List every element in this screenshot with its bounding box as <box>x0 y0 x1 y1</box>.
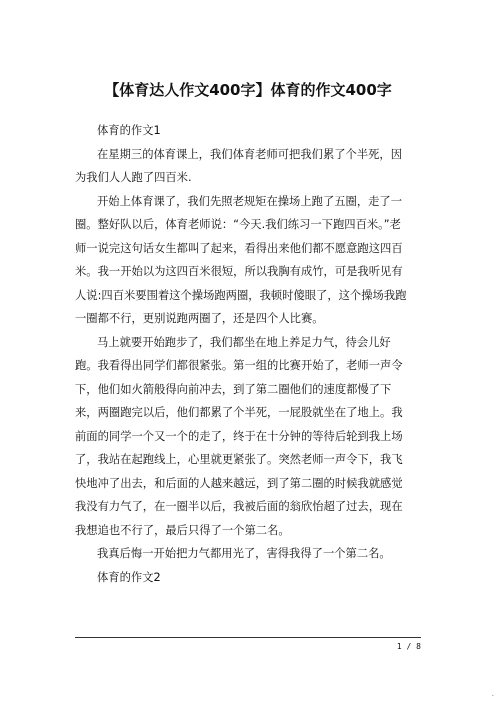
paragraph-line: 开始上体育课了，我们先照老规矩在操场上跑了五圈，走了一 <box>97 194 403 208</box>
document-body <box>75 119 415 589</box>
footer-divider <box>75 637 421 638</box>
paragraph-line: 快地冲了出去，和后面的人越来越远，到了第二圈的时候我就感觉 <box>75 476 403 490</box>
document-title: 【体育达人作文400字】体育的作文400字 <box>104 81 392 99</box>
paragraph-line: 圈。整好队以后，体育老师说：“今天.我们练习一下跑四百米。”老 <box>75 218 401 231</box>
paragraph-line: 一圈都不行，更别说跑两圈了，还是四个人比赛。 <box>75 312 324 325</box>
page-number: 1 / 8 <box>396 642 421 651</box>
corner-mark-icon: · <box>491 692 494 700</box>
paragraph-line: 我没有力气了，在一圈半以后，我被后面的翁欣怡超了过去，现在 <box>75 500 403 513</box>
paragraph-line: 米。我一开始以为这四百米很短，所以我胸有成竹，可是我听见有 <box>75 265 403 278</box>
paragraph-line: 马上就要开始跑步了，我们都坐在地上养足力气，待会儿好 <box>97 335 391 349</box>
section-heading: 体育的作文2 <box>97 570 161 584</box>
paragraph-line: 来，两圈跑完以后，他们都累了个半死，一屁股就坐在了地上。我 <box>75 406 403 419</box>
paragraph-line: 下，他们如火箭般得向前冲去，到了第二圈他们的速度都慢了下 <box>75 382 392 396</box>
paragraph-line: 跑。我看得出同学们都很紧张。第一组的比赛开始了，老师一声令 <box>75 359 403 372</box>
paragraph-line: 为我们人人跑了四百米. <box>75 171 192 184</box>
paragraph-line: 在星期三的体育课上，我们体育老师可把我们累了个半死，因 <box>97 147 403 161</box>
paragraph-line: 我真后悔一开始把力气都用光了，害得我得了一个第二名。 <box>97 547 391 560</box>
paragraph-line: 师一说完这句话女生都叫了起来，看得出来他们都不愿意跑这四百 <box>75 241 403 255</box>
section-heading: 体育的作文1 <box>97 124 161 137</box>
paragraph-line: 我想追也不行了，最后只得了一个第二名。 <box>75 523 290 537</box>
paragraph-line: 了，我站在起跑线上，心里就更紧张了。突然老师一声令下，我飞 <box>75 453 403 466</box>
paragraph-line: 人说:四百米要围着这个操场跑两圈，我顿时傻眼了，这个操场我跑 <box>75 288 407 302</box>
paragraph-line: 前面的同学一个又一个的走了，终于在十分钟的等待后轮到我上场 <box>75 429 403 443</box>
